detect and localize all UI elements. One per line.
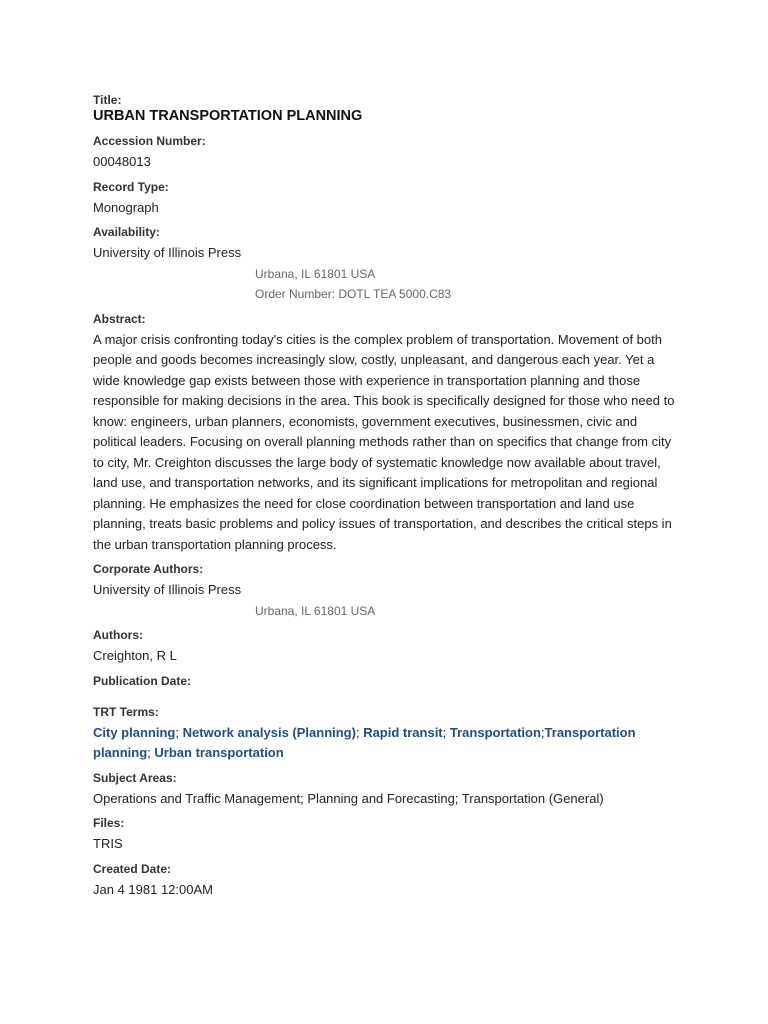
title-label: Title:	[93, 93, 122, 107]
field-created-date	[93, 862, 678, 901]
abstract-text: A major crisis confronting today's cities is the complex problem of transportation. Movement of both people and goods becomes increasingly slow, costly, unpleasant, and dangerous each year. Yet a wide knowledge gap exists between those with experience in transportation planning and those responsible for making decisions in the area. This book is specifically designed for those who need to know: engineers, urban planners, economists, government executives, businessmen, civic and political leaders. Focusing on overall planning methods rather than on specifics that change from city to city, Mr. Creighton discusses the large body of systematic knowledge now available about travel, land use, and transportation networks, and its significant implications for metropolitan and regional planning. He emphasizes the need for close coordination between transportation and land use planning, treats basic problems and policy issues of transportation, and describes the critical steps in the urban transportation planning process.	[93, 331, 675, 552]
subject-areas-label: Subject Areas:	[93, 770, 177, 785]
accession-number-label: Accession Number:	[93, 134, 206, 148]
field-title	[93, 93, 678, 124]
publication-date-value	[93, 692, 678, 698]
trt-term-separator: ;	[355, 724, 364, 740]
publication-date-label: Publication Date:	[93, 673, 192, 688]
files-label: Files:	[93, 816, 125, 830]
field-files	[93, 816, 678, 855]
created-date-label: Created Date:	[93, 861, 172, 876]
trt-term-link[interactable]: Urban transportation	[154, 745, 284, 760]
trt-term-separator: ;	[540, 724, 545, 740]
abstract-label: Abstract:	[93, 311, 146, 326]
trt-term-separator: ;	[442, 724, 450, 740]
availability-address: Urbana, IL 61801 USA	[255, 266, 376, 281]
authors-label: Authors:	[93, 628, 143, 642]
record-title: URBAN TRANSPORTATION PLANNING	[93, 108, 363, 124]
field-availability	[93, 225, 678, 305]
field-accession-number	[93, 134, 678, 173]
record-type-value: Monograph	[93, 199, 159, 215]
subject-areas-value: Operations and Traffic Management; Planning and Forecasting; Transportation (General)	[93, 790, 604, 806]
authors-value: Creighton, R L	[93, 648, 177, 663]
availability-name: University of Illinois Press	[93, 245, 242, 260]
accession-number-value: 00048013	[93, 154, 151, 169]
trt-term-separator: ;	[147, 745, 155, 760]
created-date-value: Jan 4 1981 12:00AM	[93, 881, 213, 897]
field-publication-date	[93, 674, 678, 698]
availability-label: Availability:	[93, 225, 160, 239]
field-trt-terms	[93, 705, 678, 764]
field-abstract	[93, 312, 678, 556]
files-value: TRIS	[93, 836, 123, 851]
corporate-authors-name: University of Illinois Press	[93, 582, 242, 597]
availability-order-number: Order Number: DOTL TEA 5000.C83	[255, 287, 452, 301]
record-type-label: Record Type:	[93, 179, 169, 194]
field-subject-areas	[93, 771, 678, 810]
trt-terms-list	[93, 723, 678, 764]
trt-term-link[interactable]: Rapid transit	[363, 724, 443, 740]
field-corporate-authors	[93, 562, 678, 621]
corporate-authors-address: Urbana, IL 61801 USA	[255, 603, 376, 618]
trt-term-separator: ;	[175, 724, 183, 740]
trt-term-link[interactable]: City planning	[93, 724, 176, 740]
trt-term-link[interactable]: Network analysis (Planning)	[182, 724, 356, 740]
trt-term-link[interactable]: Transportation planning	[93, 724, 636, 760]
record-details	[93, 93, 678, 907]
corporate-authors-label: Corporate Authors:	[93, 562, 204, 576]
trt-terms-label: TRT Terms:	[93, 704, 159, 719]
field-record-type	[93, 180, 678, 219]
field-authors	[93, 628, 678, 667]
trt-term-link[interactable]: Transportation	[449, 724, 541, 740]
